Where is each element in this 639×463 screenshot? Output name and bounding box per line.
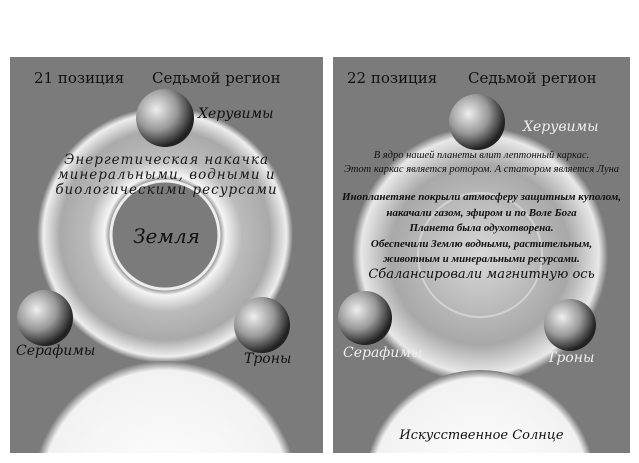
moon-cherubim [449,94,505,150]
region-label: Седьмой регион [468,69,597,87]
moon-seraphim [17,290,73,346]
dome-line: Обеспечили Землю водными, растительным, [370,237,593,250]
left-panel [10,57,323,453]
position-label: 21 позиция [34,69,125,87]
moon-thrones [234,297,290,353]
dome-line: животным и минеральными ресурсами. [383,253,580,265]
cherubim-label: Херувимы [198,106,274,122]
magnetic-axis-text: Сбалансировали магнитную ось [368,267,595,282]
dome-line: Инопланетяне покрыли атмосферу защитным куполом, [341,191,622,203]
seraphim-label: Серафимы [343,345,423,361]
dome-line: накачали газом, эфиром и по Воле Бога [386,206,577,219]
core-text [333,149,630,177]
right-panel [333,57,630,453]
core-line: Этот каркас является ротором. А статором является Луна [343,164,620,175]
dome-text [333,190,630,268]
moon-seraphim [338,291,392,345]
artificial-sun-label: Искусственное Солнце [399,428,564,443]
thrones-label: Троны [244,351,292,367]
region-label: Седьмой регион [152,69,281,87]
moon-thrones [544,299,596,351]
cherubim-label: Херувимы [523,119,599,135]
left-diagram [10,57,323,453]
artificial-sun [39,361,292,453]
energy-line: биологическими ресурсами [55,182,278,198]
core-line: В ядро нашей планеты влит лептонный каркас. [373,150,590,161]
energy-line: Энергетическая накачка [63,152,269,168]
thrones-label: Троны [547,350,595,366]
earth-label: Земля [133,224,200,248]
dome-line: Планета была одухотворена. [409,222,554,234]
seraphim-label: Серафимы [16,343,96,359]
energy-line: минеральными, водными и [57,167,276,183]
moon-cherubim [136,89,194,147]
position-label: 22 позиция [347,69,438,87]
energy-text [10,153,323,198]
